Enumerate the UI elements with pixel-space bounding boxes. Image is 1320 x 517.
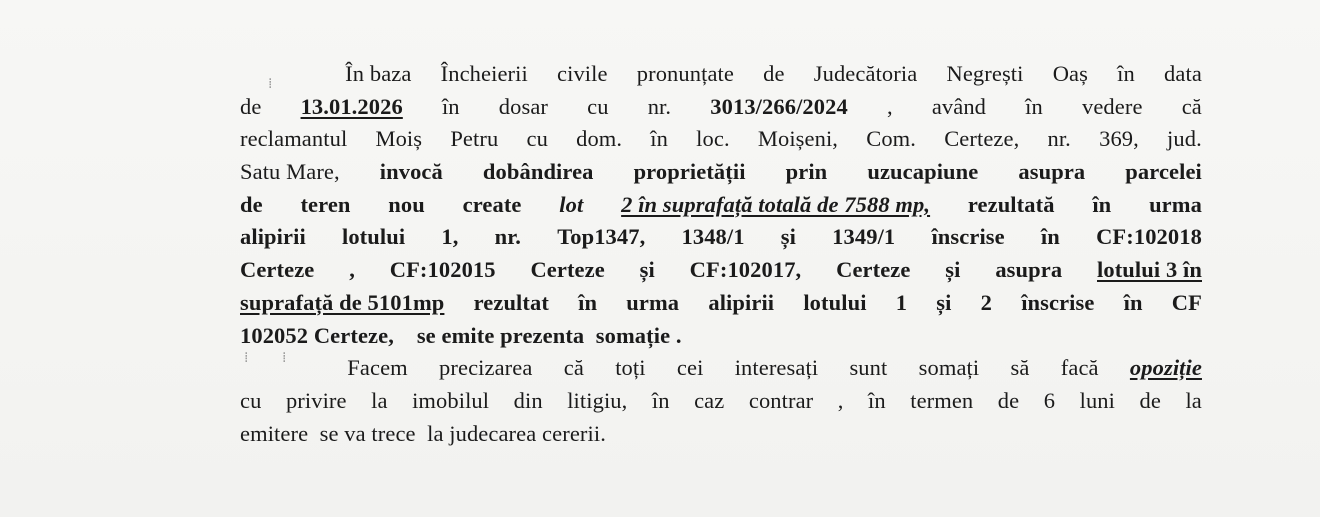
word: reclamantul xyxy=(240,126,348,152)
word: în xyxy=(651,387,670,413)
judgment-date: 13.01.2026 xyxy=(300,93,403,119)
word: jud. xyxy=(1167,126,1202,152)
line xyxy=(240,123,1202,156)
word: urma xyxy=(626,289,680,315)
scan-mark: ⁞ xyxy=(268,76,273,92)
word: cei xyxy=(676,355,704,381)
word: având xyxy=(931,93,987,119)
word: Certeze xyxy=(836,257,911,283)
word: Oaș xyxy=(1052,61,1088,86)
word: uzucapiune xyxy=(867,159,979,185)
word: precizarea xyxy=(439,355,533,381)
word: vedere xyxy=(1082,93,1143,119)
line xyxy=(240,287,1202,320)
word: interesați xyxy=(734,355,819,381)
word: cu xyxy=(240,387,262,413)
word: în xyxy=(441,93,460,119)
lot-2-area: 2 în suprafață totală de 7588 mp, xyxy=(621,191,931,217)
word: la xyxy=(371,387,388,413)
word: data xyxy=(1164,61,1202,86)
word: dom. xyxy=(576,126,623,152)
word: să xyxy=(1010,355,1030,381)
word: Facem xyxy=(347,355,408,381)
word: în xyxy=(1117,61,1135,86)
word: urma xyxy=(1149,191,1202,217)
word: 1 xyxy=(895,289,908,315)
word: nou xyxy=(388,191,425,217)
opposition-term: opoziție xyxy=(1129,355,1202,381)
word: asupra xyxy=(995,257,1063,283)
word: CF:102015 xyxy=(389,257,496,283)
word: contrar xyxy=(748,387,814,413)
word: caz xyxy=(694,387,725,413)
closing-text: emitere se va trece la judecarea cererii. xyxy=(240,420,606,446)
word: de xyxy=(997,387,1020,413)
word: 1, xyxy=(441,224,459,250)
word: termen xyxy=(910,387,974,413)
line xyxy=(240,221,1202,254)
word: rezultat xyxy=(473,289,549,315)
word: Com. xyxy=(866,126,917,152)
word: CF:102018 xyxy=(1096,224,1202,250)
word: înscrise xyxy=(1021,289,1095,315)
word: toți xyxy=(615,355,646,381)
word: și xyxy=(945,257,961,283)
word: Certeze, xyxy=(944,126,1020,152)
word: loc. xyxy=(696,126,730,152)
word: luni xyxy=(1079,387,1115,413)
word: și xyxy=(936,289,952,315)
word: alipirii xyxy=(708,289,775,315)
word: Satu Mare, xyxy=(240,159,340,185)
word: proprietății xyxy=(633,159,746,185)
word: Judecătoria xyxy=(813,61,918,86)
word: din xyxy=(513,387,543,413)
word: în xyxy=(1040,224,1060,250)
word: 6 xyxy=(1043,387,1056,413)
word: rezultată xyxy=(967,191,1055,217)
word: nr. xyxy=(647,93,672,119)
lot-3-label: lotului 3 în xyxy=(1097,257,1202,283)
line xyxy=(240,189,1202,222)
word: cu xyxy=(526,126,548,152)
word: sunt xyxy=(849,355,888,381)
scan-mark: ⁞ xyxy=(244,350,249,366)
case-number: 3013/266/2024 xyxy=(710,93,848,119)
word: În baza xyxy=(345,61,412,86)
word: în xyxy=(1025,93,1043,119)
word: civile xyxy=(557,61,608,86)
word: Certeze xyxy=(240,257,315,283)
word: alipirii xyxy=(240,224,306,250)
word: de xyxy=(763,61,785,86)
word: 2 xyxy=(980,289,993,315)
lot-label: lot xyxy=(559,191,584,217)
word: în xyxy=(650,126,668,152)
word: în xyxy=(1092,191,1112,217)
word: teren xyxy=(300,191,351,217)
word: de xyxy=(1139,387,1161,413)
word: imobilul xyxy=(412,387,490,413)
word: invocă xyxy=(379,159,443,185)
word: , xyxy=(349,257,355,283)
word: în xyxy=(578,289,598,315)
word: CF:102017, xyxy=(689,257,802,283)
word: prin xyxy=(785,159,828,185)
line xyxy=(240,58,1202,91)
word: nr. xyxy=(1047,126,1071,152)
word: litigiu, xyxy=(567,387,628,413)
word: cu xyxy=(587,93,609,119)
line xyxy=(240,418,1202,451)
lot-3-area: suprafață de 5101mp xyxy=(240,289,445,315)
word: parcelei xyxy=(1125,159,1202,185)
word: de xyxy=(240,191,263,217)
word: lotului xyxy=(341,224,406,250)
word: Certeze xyxy=(530,257,605,283)
word: Top1347, xyxy=(557,224,646,250)
word: în xyxy=(868,387,886,413)
word: dobândirea xyxy=(482,159,594,185)
line xyxy=(240,91,1202,124)
word: Moiș xyxy=(375,126,423,152)
summons-text xyxy=(240,58,1202,450)
word: nr. xyxy=(494,224,522,250)
word: somați xyxy=(918,355,980,381)
word: dosar xyxy=(498,93,549,119)
word: Petru xyxy=(450,126,499,152)
word: înscrise xyxy=(931,224,1005,250)
word: că xyxy=(563,355,584,381)
word: în xyxy=(1123,289,1143,315)
word: CF xyxy=(1171,289,1202,315)
word: lotului xyxy=(803,289,867,315)
word: de xyxy=(240,93,262,119)
word: 1349/1 xyxy=(832,224,896,250)
line xyxy=(240,385,1202,418)
word: la xyxy=(1185,387,1202,413)
word: și xyxy=(780,224,796,250)
word: Încheierii xyxy=(440,61,528,86)
word: Moișeni, xyxy=(757,126,839,152)
word: , xyxy=(837,387,844,413)
word: pronunțate xyxy=(636,61,734,86)
word: asupra xyxy=(1018,159,1086,185)
summons-statement: 102052 Certeze, se emite prezenta somație . xyxy=(240,322,682,348)
word: 1348/1 xyxy=(681,224,745,250)
line xyxy=(240,352,1202,385)
word: și xyxy=(639,257,655,283)
line xyxy=(240,254,1202,287)
word: privire xyxy=(285,387,347,413)
word: create xyxy=(462,191,522,217)
line xyxy=(240,156,1202,189)
word: că xyxy=(1181,93,1202,119)
word: , xyxy=(886,93,893,119)
word: 369, xyxy=(1099,126,1139,152)
scan-mark: ⁞ xyxy=(282,350,287,366)
word: facă xyxy=(1060,355,1099,381)
line xyxy=(240,320,1202,353)
word: Negrești xyxy=(946,61,1024,86)
